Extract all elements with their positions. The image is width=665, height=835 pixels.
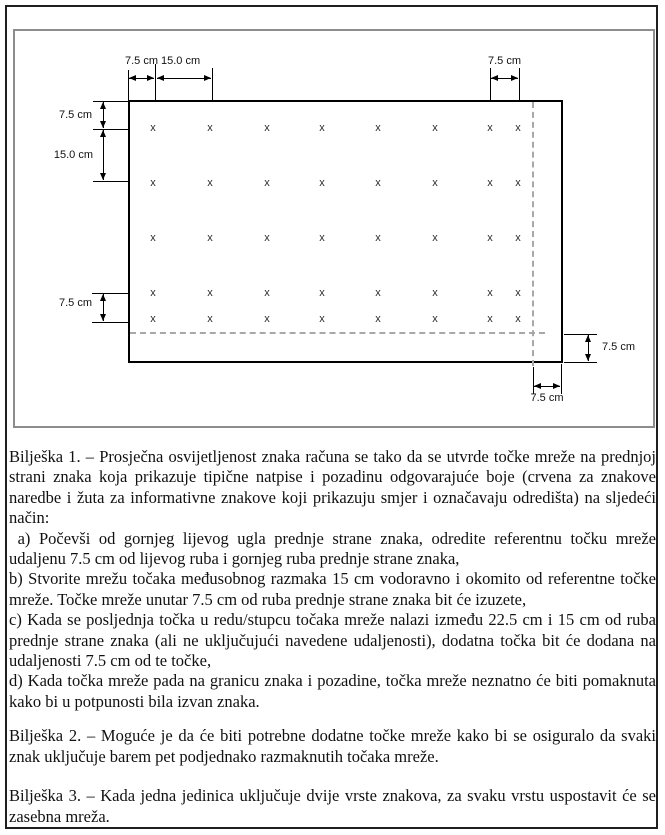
dim-arrow-left-lower-7-5: [103, 294, 104, 321]
note1-item-b: b) Stvorite mrežu točaka međusobnog razmaka 15 cm vodoravno i okomito od referentne točke mreže. Točke mreže unutar 7.5 cm od ruba prednje strane znaka bit će izuzete,: [9, 569, 656, 609]
grid-mark: x: [432, 313, 438, 325]
dim-label-bottom-right-7-5: 7.5 cm: [530, 392, 564, 404]
dim-label-left-15-0: 15.0 cm: [53, 149, 93, 161]
grid-mark: x: [150, 287, 156, 299]
dim-label-top-right-7-5: 7.5 cm: [488, 55, 522, 67]
dim-arrow-top-right-7-5: [491, 78, 518, 79]
dim-tick: [93, 101, 128, 102]
dashed-margin-line-horizontal: [130, 332, 545, 334]
dim-label-right-lower-7-5: 7.5 cm: [602, 341, 636, 353]
dim-tick: [93, 129, 128, 130]
grid-mark: x: [207, 287, 213, 299]
grid-mark: x: [319, 122, 325, 134]
grid-mark: x: [207, 313, 213, 325]
grid-mark: x: [319, 177, 325, 189]
grid-mark: x: [264, 122, 270, 134]
dim-label-top-left-7-5: 7.5 cm: [125, 55, 159, 67]
dim-tick: [564, 362, 597, 363]
dim-arrow-top-left-15-0: [157, 78, 211, 79]
note3: Bilješka 3. – Kada jedna jedinica uključuje dvije vrste znakova, za svaku vrstu uspostavit će se zasebna mreža.: [9, 786, 656, 826]
dim-tick: [93, 181, 128, 182]
grid-mark: x: [264, 232, 270, 244]
grid-mark: x: [515, 313, 521, 325]
note1-item-d: d) Kada točka mreže pada na granicu znaka i pozadine, točka mreže neznatno će biti pomaknuta kako bi u potpunosti bila izvan znaka.: [9, 671, 656, 711]
grid-mark: x: [432, 232, 438, 244]
grid-mark: x: [432, 177, 438, 189]
grid-mark: x: [150, 177, 156, 189]
grid-mark: x: [432, 287, 438, 299]
grid-mark: x: [264, 287, 270, 299]
dim-arrow-top-left-7-5: [129, 78, 154, 79]
grid-mark: x: [264, 313, 270, 325]
grid-mark: x: [487, 122, 493, 134]
dim-tick: [155, 64, 156, 100]
grid-mark: x: [150, 122, 156, 134]
grid-mark: x: [207, 122, 213, 134]
grid-mark: x: [375, 313, 381, 325]
dim-tick: [519, 68, 520, 100]
notes-section: [9, 447, 656, 827]
note2: Bilješka 2. – Moguće je da će biti potrebne dodatne točke mreže kako bi se osiguralo da svaki znak uključuje barem pet podjednako razmaknutih točaka mreže.: [9, 726, 656, 766]
grid-mark: x: [319, 287, 325, 299]
dim-tick: [533, 367, 534, 394]
dim-label-top-left-15-0: 15.0 cm: [161, 55, 201, 67]
grid-mark: x: [515, 287, 521, 299]
note1-item-a: a) Počevši od gornjeg lijevog ugla prednje strane znaka, odredite referentnu točku mreže udaljenu 7.5 cm od lijevog ruba i gornjeg ruba prednje strane znaka,: [9, 528, 656, 569]
grid-mark: x: [515, 177, 521, 189]
grid-mark: x: [487, 313, 493, 325]
dim-tick: [490, 68, 491, 100]
grid-mark: x: [150, 313, 156, 325]
dim-arrow-right-lower-7-5: [588, 335, 589, 361]
grid-mark: x: [375, 122, 381, 134]
grid-mark: x: [487, 287, 493, 299]
dim-tick: [564, 334, 597, 335]
grid-mark: x: [515, 122, 521, 134]
dim-label-left-lower-7-5: 7.5 cm: [58, 297, 92, 309]
dim-tick: [561, 364, 562, 394]
grid-mark: x: [319, 232, 325, 244]
dim-tick: [92, 322, 128, 323]
dim-arrow-left-15-0: [103, 130, 104, 180]
grid-mark: x: [375, 177, 381, 189]
grid-mark: x: [264, 177, 270, 189]
dim-tick: [212, 68, 213, 100]
dashed-margin-line-vertical: [532, 102, 534, 366]
grid-mark: x: [207, 177, 213, 189]
grid-mark: x: [487, 232, 493, 244]
dim-tick: [92, 293, 128, 294]
grid-mark: x: [150, 232, 156, 244]
grid-mark: x: [375, 287, 381, 299]
dim-label-left-upper-7-5: 7.5 cm: [58, 109, 92, 121]
grid-mark: x: [375, 232, 381, 244]
grid-mark: x: [207, 232, 213, 244]
note1-item-c: c) Kada se posljednja točka u redu/stupcu točaka mreže nalazi između 22.5 cm i 15 cm od ruba prednje strane znaka (ali ne uključujući navedene udaljenosti), dodatna točka bit će dodana na udaljenosti 7.5 cm od te točke,: [9, 610, 656, 671]
grid-mark: x: [432, 122, 438, 134]
dim-arrow-left-upper-7-5: [103, 102, 104, 128]
note1-intro: Bilješka 1. – Prosječna osvijetljenost znaka računa se tako da se utvrde točke mreže na prednjoj strani znaka koja prikazuje tipične natpise i pozadinu odgovarajuće boje (crvena za znakove naredbe i žuta za informativne znakove koji prikazuju smjer i označavaju odredišta) na sljedeći način:: [9, 447, 656, 528]
sign-face-rectangle: [128, 100, 563, 363]
grid-mark: x: [515, 232, 521, 244]
dim-arrow-bottom-right-7-5: [534, 386, 560, 387]
grid-mark: x: [487, 177, 493, 189]
grid-mark: x: [319, 313, 325, 325]
